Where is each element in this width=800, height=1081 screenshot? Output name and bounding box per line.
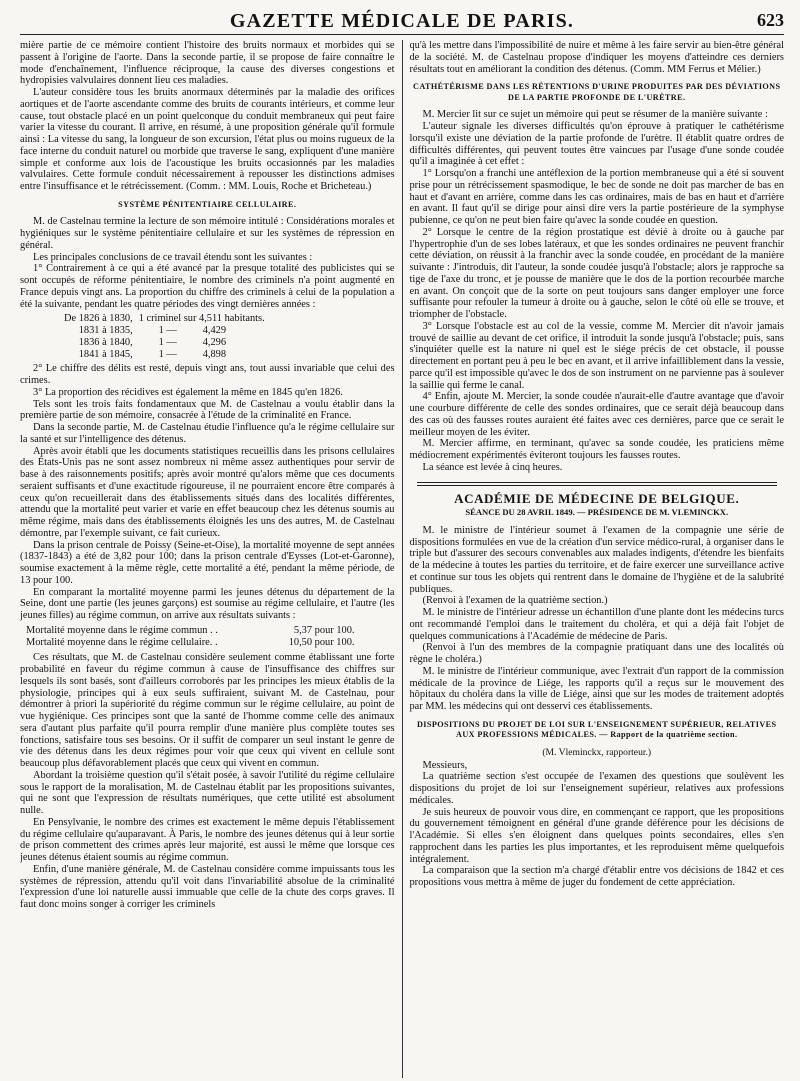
table-cell: 1 — bbox=[158, 325, 177, 336]
paragraph: En comparant la mortalité moyenne parmi les jeunes détenus du département de la Seine, dont une partie (les jeunes garçons) est soumise au régime cellulaire, et l'autre (les jeunes filles) au régime commun, on arrive aux résultats suivants : bbox=[20, 586, 395, 621]
paragraph: 1° Contrairement à ce qui a été avancé par la presque totalité des publicistes qui se sont occupés de réforme pénitentiaire, le nombre des criminels n'a point augmenté en France depuis vingt ans. La proportion du chiffre des criminels à celui de la population a été la suivante, pendant les quatre périodes des vingt dernières années : bbox=[20, 263, 395, 310]
paragraph: L'auteur signale les diverses difficultés qu'on éprouve à pratiquer le cathétérisme lorsqu'il existe une déviation de la partie profonde de l'urètre. Il établit quatre ordres de difficultés différentes, qui peuvent toutes être vaincues par l'usage d'une sonde coudée qu'il a imaginée à cet effet : bbox=[409, 121, 784, 168]
paragraph: Dans la seconde partie, M. de Castelnau étudie l'influence qu'a le régime cellulaire sur la santé et sur l'intelligence des détenus. bbox=[20, 422, 395, 445]
mortality-label: Mortalité moyenne dans le régime commun . . bbox=[26, 624, 218, 636]
paragraph: 3° La proportion des récidives est également la même en 1845 qu'en 1826. bbox=[33, 386, 343, 398]
mortality-value: 10,50 pour 100. bbox=[288, 636, 355, 648]
paragraph: Abordant la troisième question qu'il s'était posée, à savoir l'utilité du régime cellulaire sous le rapport de la moralisation, M. de Castelnau établit par les propositions suivantes, qui ne sont que l'expression de résultats numériques, que cette utilité est absolument nulle. bbox=[20, 769, 395, 816]
table-cell: 1 — bbox=[158, 348, 177, 360]
crime-statistics-table bbox=[64, 313, 271, 360]
paragraph: 4° Enfin, ajoute M. Mercier, la sonde coudée n'aurait-elle d'autre avantage que d'avoir une courbure différente de celle des sondes ordinaires, que ce serait déjà beaucoup dans des cas où des fausses routes auraient été faites avec ces dernières, parce que ce serait le meilleur moyen de les éviter. bbox=[409, 391, 784, 438]
paragraph: M. le ministre de l'intérieur soumet à l'examen de la compagnie une série de dispositions formulées en vue de la création d'un service médico-rural, à organiser dans le triple but d'assurer des secours convenables aux malades indigents, d'étendre les bienfaits de la médecine à toutes les parties du territoire, et de faire exercer une surveillance active et continue sur tous les objets qui rentrent dans le domaine de l'hygiène et de la salubrité publiques. bbox=[409, 524, 784, 595]
table-row bbox=[64, 337, 271, 349]
table-cell: 1841 à 1845, bbox=[78, 348, 133, 360]
paragraph: M. le ministre de l'intérieur adresse un échantillon d'une plante dont les médecins turcs ont recommandé l'emploi dans le traitement du choléra, et qui a déjà fait l'objet de quelques communications à l'Académie de médecine de Paris. bbox=[409, 607, 784, 642]
running-head bbox=[20, 8, 784, 35]
table-cell: 1 criminel sur 4,511 habitants. bbox=[138, 313, 265, 325]
rapporteur-line: (M. Vleminckx, rapporteur.) bbox=[542, 746, 652, 758]
paragraph: Après avoir établi que les documents statistiques recueillis dans les prisons cellulaires des États-Unis pas ne sont assez nombreux ni même assez authentiques pour servir de base à des raisonnements positifs; après avoir montré qu'alors même que ces documents seraient suffisants et d'une exactitude rigoureuse, il ne pourraient encore être comparés à ceux qu'on recueillerait dans des établissements situés dans des localités différentes, attendu que la mortalité peut varier et varie en effet beaucoup chez les détenus soumis au même régime, mais dans des établissements éloignés les uns des autres, M. de Castelnau démontre, par l'exemple suivant, ce fait curieux. bbox=[20, 445, 395, 539]
table-cell: 1836 à 1840, bbox=[78, 336, 133, 348]
paragraph: (Renvoi à l'un des membres de la compagnie pratiquant dans une des localités où règne le choléra.) bbox=[409, 642, 784, 665]
salutation: Messieurs, bbox=[422, 759, 468, 771]
mortality-row bbox=[20, 637, 395, 649]
paragraph: Je suis heureux de pouvoir vous dire, en commençant ce rapport, que les propositions du gouvernement témoignent en général d'une grande déférence pour les décisions de l'Académie. Si elles s'en éloignent dans quelques points secondaires, elles s'en rapprochent dans les parties les plus importantes, et les reproduisent même quelquefois intégralement. bbox=[409, 806, 784, 865]
mortality-value: 5,37 pour 100. bbox=[293, 624, 355, 636]
table-cell: De 1826 à 1830, bbox=[64, 313, 133, 325]
section-rule bbox=[417, 482, 777, 486]
paragraph: 1° Lorsqu'on a franchi une antéflexion de la portion membraneuse qui a été si souvent prise pour un rétrécissement spasmodique, le bec de sonde ne doit pas marcher de bas en haut et d'avant en arrière, comme dans les cas ordinaires, mais de bas en haut et d'arrière en avant. Il faut qu'il se dirige pour ainsi dire vers la partie postérieure de la symphyse pubienne, ce qu'on ne peut bien faire qu'avec la sonde coudée en question. bbox=[409, 168, 784, 226]
session-heading: SÉANCE DU 28 AVRIL 1849. — PRÉSIDENCE DE M. VLEMINCKX. bbox=[465, 507, 729, 517]
paragraph: Les principales conclusions de ce travail étendu sont les suivantes : bbox=[33, 251, 313, 263]
table-row bbox=[64, 325, 271, 337]
paragraph: mière partie de ce mémoire contient l'histoire des bruits normaux et morbides qui se passent à l'origine de l'aorte. Dans la seconde partie, il se propose de faire connaître le mode d'enchaînement, l'influence réciproque, la cause des diverses congestions et hydropisies valvulaires donnent lieu ces maladies. bbox=[20, 40, 395, 87]
paragraph: 2° Le chiffre des délits est resté, depuis vingt ans, tout aussi invariable que celui des crimes. bbox=[20, 363, 395, 386]
paragraph: M. le ministre de l'intérieur communique, avec l'extrait d'un rapport de la commission médicale de la province de Liége, les rapports qu'il a reçus sur le mouvement des hôpitaux du choléra dans la ville de Liége, ainsi que sur les modes de traitement adoptés par MM. les médecins qui ont desservi ces établissements. bbox=[409, 665, 784, 712]
section-heading: SYSTÈME PÉNITENTIAIRE CELLULAIRE. bbox=[118, 199, 297, 209]
paragraph: qu'à les mettre dans l'impossibilité de nuire et même à les faire servir au bien-être général de la société. M. de Castelnau propose d'indiquer les moyens d'atteindre ces derniers résultats tout en améliorant la condition des détenus. (Comm. MM Ferrus et Mélier.) bbox=[409, 40, 784, 75]
paragraph: Tels sont les trois faits fondamentaux que M. de Castelnau a voulu établir dans la première partie de son mémoire, consacrée à l'étude de la criminalité en France. bbox=[20, 398, 395, 422]
table-cell: 4,296 bbox=[202, 336, 227, 348]
table-row bbox=[64, 313, 271, 325]
mortality-comparison bbox=[20, 625, 395, 649]
column-divider bbox=[402, 40, 403, 1078]
table-cell: 1 — bbox=[158, 336, 177, 348]
page-number: 623 bbox=[757, 10, 784, 30]
paragraph: En Pensylvanie, le nombre des crimes est exactement le même depuis l'établissement du régime cellulaire qu'auparavant. À Paris, le nombre des jeunes détenus qui à leur sortie de prison commettent des crimes après leur majorité, est aussi le même que lorsque ces jeunes détenus étaient soumis au régime commun. bbox=[20, 816, 395, 863]
paragraph: 3° Lorsque l'obstacle est au col de la vessie, comme M. Mercier dit n'avoir jamais trouvé de saillie au devant de cet orifice, il introduit la sonde jusqu'à l'obstacle; puis, sans s'inquiéter quelle est la nature ni quel est le siége précis de cet obstacle, il pousse directement en portant peu à peu le bec en avant, et il arrive infailliblement dans la vessie, parce qu'il est impossible qu'avec le dos de son instrument on ne parvienne pas à soulever la saillie qui ferme le canal. bbox=[409, 320, 784, 391]
section-heading: DISPOSITIONS DU PROJET DE LOI SUR L'ENSEIGNEMENT SUPÉRIEUR, RELATIVES AUX PROFESSIONS MÉDICALES. — Rapport de la quatrième section. bbox=[416, 719, 777, 740]
section-heading: CATHÉTÉRISME DANS LES RÉTENTIONS D'URINE PRODUITES PAR DES DÉVIATIONS DE LA PARTIE PROFONDE DE L'URÈTRE. bbox=[413, 82, 781, 102]
paragraph: M. Mercier affirme, en terminant, qu'avec sa sonde coudée, les praticiens même médiocrement expérimentés éviteront toujours les fausses routes. bbox=[409, 438, 784, 461]
paragraph: M. Mercier lit sur ce sujet un mémoire qui peut se résumer de la manière suivante : bbox=[422, 109, 768, 121]
paragraph: (Renvoi à l'examen de la quatrième section.) bbox=[422, 595, 608, 607]
journal-title: GAZETTE MÉDICALE DE PARIS. bbox=[229, 10, 575, 32]
paragraph: M. de Castelnau termine la lecture de son mémoire intitulé : Considérations morales et hygiéniques sur le système pénitentiaire cellulaire et sur les systèmes de répression en général. bbox=[20, 216, 395, 251]
table-cell: 4,429 bbox=[202, 325, 227, 336]
mortality-row bbox=[20, 625, 395, 637]
table-cell: 4,898 bbox=[202, 348, 227, 360]
paragraph: Enfin, d'une manière générale, M. de Castelnau considère comme impuissants tous les systèmes de répression, attendu qu'il voit dans l'invariabilité absolue de la criminalité l'expression d'une loi naturelle aussi immuable que celle de la chute des corps graves. Il faut donc moins songer à corriger les criminels bbox=[20, 863, 395, 910]
right-column bbox=[403, 40, 784, 1078]
academy-heading: ACADÉMIE DE MÉDECINE DE BELGIQUE. bbox=[454, 490, 740, 506]
paragraph: Ces résultats, que M. de Castelnau considère seulement comme établissant une forte probabilité en faveur du régime commun à cause de l'insuffisance des chiffres sur lesquels ils sont basés, sont d'ailleurs corroborés par les principes les mieux établis de la physiologie, principes qui à eux seuls suffiraient, suivant M. de Castelnau, pour démontrer à priori la supériorité du régime commun sur le régime cellulaire, au point de vue hygiénique. Ces principes sont que la santé de l'homme comme celle des animaux sera d'autant plus parfaite qu'il pourra remplir d'une manière plus complète toutes ses fonctions, satisfaire tous ses besoins. Or il suffit de comparer un seul instant le genre de vie des détenus dans les deux régimes pour voir que ceux qui vivent en cellule sont beaucoup plus défavorablement placés que ceux qui vivent en commun. bbox=[20, 652, 395, 769]
paragraph: L'auteur considère tous les bruits anormaux déterminés par la maladie des orifices aortiques et de l'aorte ascendante comme des bruits de courants intérieurs, et comme leur cause, tout obstacle placé en un point quelconque du conduit membraneux qui peut faire varier la vitesse du courant. Il arrive, en résumé, à une proposition générale qu'il formule ainsi : La vitesse du sang, la longueur de son excursion, l'état plus ou moins rugueux de la face interne du conduit naturel ou morbide que traverse le sang, expliquent d'une manière simple et conforme aux lois de l'acoustique les bruits occasionnés par les maladies valvulaires. Cette formule conduit nécessairement à repousser les distinctions admises entre l'insuffisance et le rétrécissement. (Comm. : MM. Louis, Roche et Bricheteau.) bbox=[20, 87, 395, 192]
left-column bbox=[20, 40, 401, 1078]
paragraph: La quatrième section s'est occupée de l'examen des questions que soulèvent les dispositions du projet de loi sur l'enseignement supérieur, relatives aux professions médicales. bbox=[409, 771, 784, 806]
table-cell: 1831 à 1835, bbox=[78, 325, 133, 336]
paragraph: La séance est levée à cinq heures. bbox=[422, 461, 563, 473]
paragraph: La comparaison que la section m'a chargé d'établir entre vos décisions de 1842 et ces propositions vous mettra à même de juger du fondement de cette appréciation. bbox=[409, 865, 784, 888]
mortality-label: Mortalité moyenne dans le régime cellulaire. . bbox=[26, 636, 218, 648]
columns bbox=[20, 40, 784, 1078]
table-row bbox=[64, 349, 271, 361]
paragraph: 2° Lorsque le centre de la région prostatique est dévié à droite ou à gauche par l'hypertrophie d'un de ses lobes latéraux, et que les sondes ordinaires ne peuvent franchir cette déviation, on réussit à la franchir avec la sonde coudée, en procédant de la manière suivante : J'introduis, dit l'auteur, la sonde coudée jusqu'à l'obstacle; alors je rapproche sa tige de l'axe du tronc, et je pousse de manière que le dos de la portion recourbée marche en avant. On conçoit que de la sorte on peut toujours sans danger employer une force suffisante pour refouler la tumeur à droite ou à gauche, selon le côté où elle se trouve, et triompher de l'obstacle. bbox=[409, 226, 784, 320]
paragraph: Dans la prison centrale de Poissy (Seine-et-Oise), la mortalité moyenne de sept années (1837-1843) a été de 3,82 pour 100; dans la prison centrale d'Eysses (Lot-et-Garonne), soumise exactement à la même règle, cette mortalité a été, pendant la même période, de 13 pour 100. bbox=[20, 539, 395, 586]
